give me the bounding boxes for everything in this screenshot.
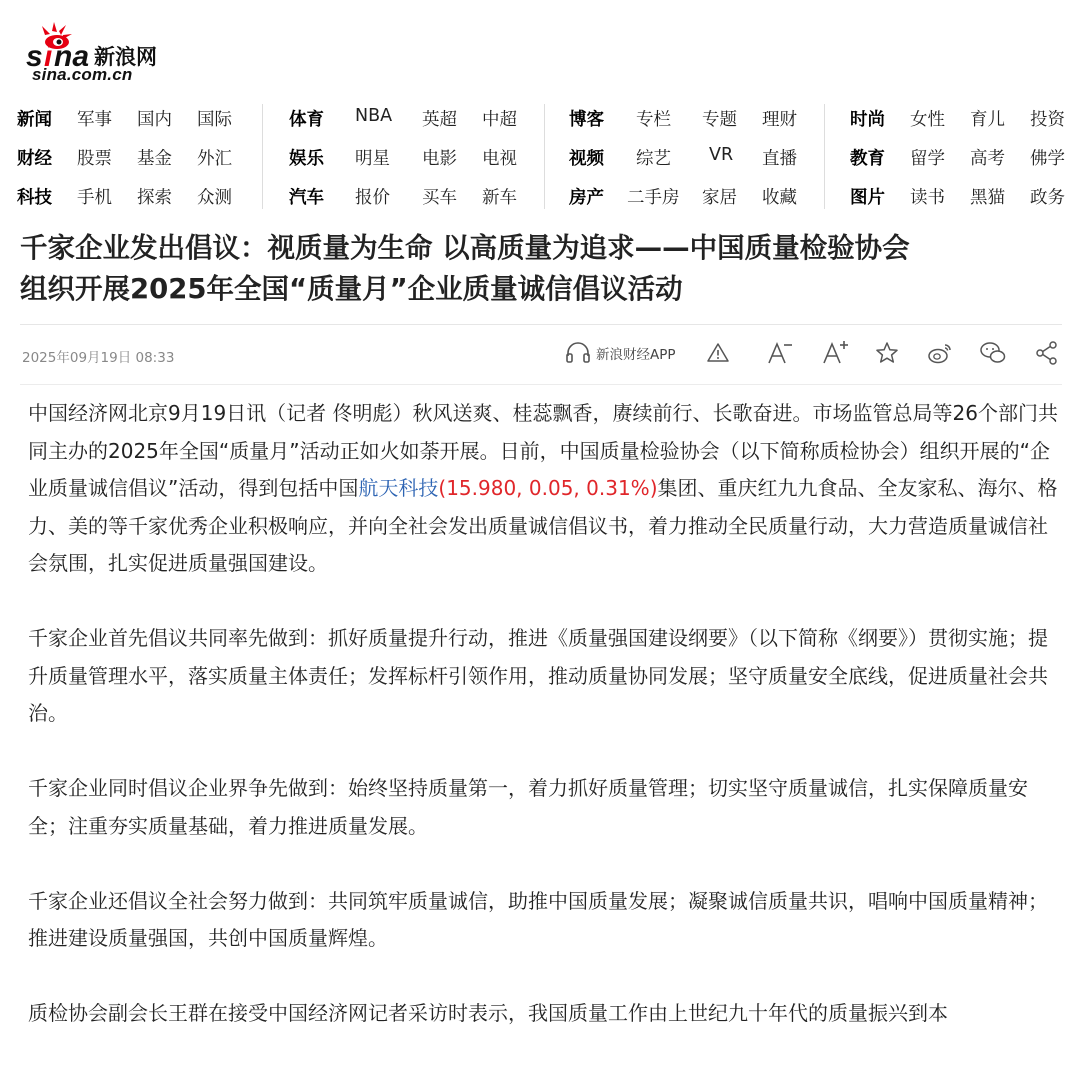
svg-text:na: na xyxy=(54,40,90,70)
nav-link-second-hand[interactable]: 二手房 xyxy=(627,188,680,208)
stock-change-percent: 0.31% xyxy=(586,476,650,500)
nav-link-column[interactable]: 专栏 xyxy=(636,110,671,130)
stock-quote xyxy=(438,476,657,500)
article-title-line-2: 组织开展2025年全国“质量月”企业质量诚信倡议活动 xyxy=(20,273,683,305)
svg-text:s: s xyxy=(26,40,43,70)
app-label: 新浪财经APP xyxy=(596,347,676,363)
share-weibo-button[interactable] xyxy=(926,338,954,368)
nav-link-buddhism[interactable]: 佛学 xyxy=(1030,149,1065,169)
nav-link-sports[interactable]: 体育 xyxy=(289,110,324,130)
nav-link-csl[interactable]: 中超 xyxy=(482,110,517,130)
article-toolbar xyxy=(0,338,1080,368)
nav-link-news[interactable]: 新闻 xyxy=(17,110,52,130)
font-increase-button[interactable] xyxy=(821,338,849,368)
article-title xyxy=(20,228,1065,310)
nav-link-stocks[interactable]: 股票 xyxy=(77,149,112,169)
report-button[interactable] xyxy=(706,338,730,368)
nav-link-new-car[interactable]: 新车 xyxy=(482,188,517,208)
nav-link-funds[interactable]: 基金 xyxy=(137,149,172,169)
nav-link-wealth[interactable]: 理财 xyxy=(762,110,797,130)
stock-price: 15.980 xyxy=(446,476,517,500)
nav-group-4 xyxy=(850,98,1070,216)
nav-link-tech[interactable]: 科技 xyxy=(17,188,52,208)
stock-link[interactable]: 航天科技 xyxy=(358,476,439,500)
nav-link-crowdtest[interactable]: 众测 xyxy=(197,188,232,208)
publish-datetime: 2025年09月19日 08:33 xyxy=(22,350,175,366)
nav-group-2 xyxy=(289,98,529,216)
title-divider xyxy=(20,324,1062,325)
svg-text:i: i xyxy=(44,40,53,70)
sina-eye-logo-icon xyxy=(24,20,184,70)
stock-change: 0.05 xyxy=(528,476,574,500)
nav-link-variety[interactable]: 综艺 xyxy=(636,149,671,169)
article-body xyxy=(28,395,1062,1070)
nav-link-education[interactable]: 教育 xyxy=(850,149,885,169)
nav-link-video[interactable]: 视频 xyxy=(569,149,604,169)
nav-link-collection[interactable]: 收藏 xyxy=(762,188,797,208)
report-icon xyxy=(706,341,730,365)
nav-link-invest[interactable]: 投资 xyxy=(1030,110,1065,130)
nav-link-women[interactable]: 女性 xyxy=(910,110,945,130)
nav-link-blackcat[interactable]: 黑猫 xyxy=(970,188,1005,208)
nav-link-gaokao[interactable]: 高考 xyxy=(970,149,1005,169)
stock-paren-close: ) xyxy=(649,476,658,500)
share-wechat-button[interactable] xyxy=(979,338,1007,368)
nav-link-blog[interactable]: 博客 xyxy=(569,110,604,130)
stock-sep: , xyxy=(516,476,529,500)
nav-link-entertainment[interactable]: 娱乐 xyxy=(289,149,324,169)
nav-link-topics[interactable]: 专题 xyxy=(702,110,737,130)
nav-link-fashion[interactable]: 时尚 xyxy=(850,110,885,130)
nav-divider xyxy=(824,104,825,209)
nav-link-reading[interactable]: 读书 xyxy=(910,188,945,208)
article-title-line-1: 千家企业发出倡议：视质量为生命 以高质量为追求——中国质量检验协会 xyxy=(20,232,910,264)
logo-domain: sina.com.cn xyxy=(32,65,133,84)
paragraph-1 xyxy=(28,395,1062,583)
nav-link-forex[interactable]: 外汇 xyxy=(197,149,232,169)
share-button[interactable] xyxy=(1034,338,1060,368)
nav-link-government[interactable]: 政务 xyxy=(1030,188,1065,208)
nav-link-prices[interactable]: 报价 xyxy=(355,188,390,208)
nav-link-nba[interactable]: NBA xyxy=(355,106,393,126)
favorite-button[interactable] xyxy=(874,338,900,368)
nav-link-realestate[interactable]: 房产 xyxy=(569,188,604,208)
nav-divider xyxy=(262,104,263,209)
stock-paren-open: ( xyxy=(438,476,447,500)
font-decrease-icon xyxy=(766,340,794,366)
nav-group-1 xyxy=(17,98,247,216)
headphones-icon xyxy=(565,341,591,365)
weibo-icon xyxy=(926,340,954,366)
wechat-icon xyxy=(979,340,1007,366)
nav-link-explore[interactable]: 探索 xyxy=(137,188,172,208)
paragraph-4: 千家企业还倡议全社会努力做到：共同筑牢质量诚信，助推中国质量发展；凝聚诚信质量共识，唱响中国质量精神；推进建设质量强国，共创中国质量辉煌。 xyxy=(28,888,1048,950)
nav-link-military[interactable]: 军事 xyxy=(77,110,112,130)
nav-link-premier-league[interactable]: 英超 xyxy=(422,110,457,130)
stock-sep: , xyxy=(573,476,587,500)
nav-link-tv[interactable]: 电视 xyxy=(482,149,517,169)
paragraph-1-part-b: 集团、重庆红九九食品、全友家私、海尔、格力、美的等千家优秀企业积极响应，并向全社会发出质量诚信倡议书，着力推动全民质量行动，大力营造质量诚信社会氛围，扎实促进质量强国建设。 xyxy=(28,476,1058,575)
paragraph-1-part-a: 中国经济网北京9月19日讯（记者 佟明彪）秋风送爽、桂蕊飘香，赓续前行、长歌奋进。市场监管总局等26个部门共同主办的2025年全国“质量月”活动正如火如荼开展。日前，中国质量检验协会（以下简称质检协会）组织开展的“企业质量诚信倡议”活动，得到包括中国 xyxy=(28,401,1058,500)
nav-link-vr[interactable]: VR xyxy=(709,145,734,165)
nav-link-home[interactable]: 家居 xyxy=(702,188,737,208)
nav-link-finance[interactable]: 财经 xyxy=(17,149,52,169)
font-decrease-button[interactable] xyxy=(766,338,794,368)
sina-logo[interactable] xyxy=(24,20,184,90)
svg-text:新浪网: 新浪网 xyxy=(94,45,157,69)
top-navigation xyxy=(0,98,1080,216)
meta-divider xyxy=(20,384,1062,385)
paragraph-2: 千家企业首先倡议共同率先做到：抓好质量提升行动，推进《质量强国建设纲要》（以下简称《纲要》）贯彻实施；提升质量管理水平，落实质量主体责任；发挥标杆引领作用，推动质量协同发展；坚守质量安全底线，促进质量社会共治。 xyxy=(28,626,1048,725)
nav-link-study-abroad[interactable]: 留学 xyxy=(910,149,945,169)
nav-link-mobile[interactable]: 手机 xyxy=(77,188,112,208)
nav-link-domestic[interactable]: 国内 xyxy=(137,110,172,130)
nav-group-3 xyxy=(569,98,809,216)
paragraph-5: 质检协会副会长王群在接受中国经济网记者采访时表示，我国质量工作由上世纪九十年代的质量振兴到本 xyxy=(28,1001,948,1025)
share-icon xyxy=(1034,340,1060,366)
nav-link-stars[interactable]: 明星 xyxy=(355,149,390,169)
nav-link-live[interactable]: 直播 xyxy=(762,149,797,169)
nav-link-photos[interactable]: 图片 xyxy=(850,188,885,208)
app-download-link[interactable] xyxy=(565,338,676,368)
nav-link-buy-car[interactable]: 买车 xyxy=(422,188,457,208)
nav-link-parenting[interactable]: 育儿 xyxy=(970,110,1005,130)
paragraph-3: 千家企业同时倡议企业界争先做到：始终坚持质量第一，着力抓好质量管理；切实坚守质量诚信，扎实保障质量安全；注重夯实质量基础，着力推进质量发展。 xyxy=(28,776,1028,838)
nav-link-international[interactable]: 国际 xyxy=(197,110,232,130)
nav-link-movies[interactable]: 电影 xyxy=(422,149,457,169)
star-icon xyxy=(874,340,900,366)
nav-link-auto[interactable]: 汽车 xyxy=(289,188,324,208)
font-increase-icon xyxy=(821,340,849,366)
nav-divider xyxy=(544,104,545,209)
